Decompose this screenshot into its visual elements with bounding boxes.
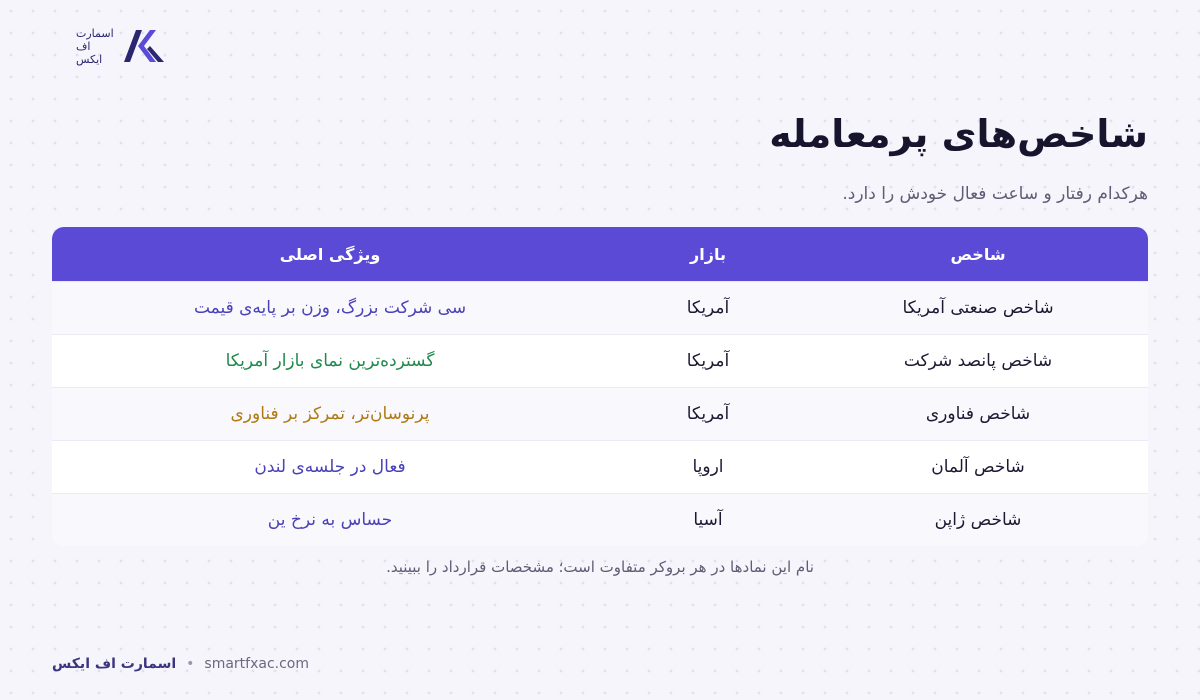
header-market: بازار: [690, 244, 726, 264]
cell-feature: سی شرکت بزرگ، وزن بر پایه‌ی قیمت: [193, 298, 467, 318]
table-row: [52, 281, 1148, 334]
logo-line-1: اسمارت: [76, 26, 114, 40]
footer-separator: •: [186, 656, 195, 672]
footer-domain-link[interactable]: smartfxac.com: [204, 656, 310, 672]
logo-text: [76, 27, 114, 66]
cell-market: اروپا: [692, 457, 724, 477]
cell-feature: پرنوسان‌تر، تمرکز بر فناوری: [230, 404, 430, 424]
cell-index: شاخص صنعتی آمریکا: [902, 298, 1054, 318]
header-feature: ویژگی اصلی: [279, 244, 381, 264]
cell-market: آمریکا: [686, 298, 730, 318]
indices-table: [52, 227, 1148, 546]
cell-index: شاخص ژاپن: [934, 510, 1022, 530]
footnote: نام این نمادها در هر بروکر متفاوت است؛ مشخصات قرارداد را ببینید.: [386, 558, 814, 576]
cell-index: شاخص فناوری: [925, 404, 1031, 424]
page-subtitle: هرکدام رفتار و ساعت فعال خودش را دارد.: [842, 184, 1148, 204]
table-row: [52, 387, 1148, 440]
logo-line-3: ایکس: [76, 52, 103, 66]
cell-market: آمریکا: [686, 351, 730, 371]
page-title: شاخص‌های پرمعامله: [769, 112, 1148, 156]
footer: [52, 656, 309, 672]
cell-market: آسیا: [693, 510, 723, 530]
cell-market: آمریکا: [686, 404, 730, 424]
table-row: [52, 493, 1148, 546]
cell-index: شاخص پانصد شرکت: [903, 351, 1053, 371]
table-row: [52, 334, 1148, 387]
table-row: [52, 440, 1148, 493]
cell-feature: گسترده‌ترین نمای بازار آمریکا: [225, 351, 435, 371]
footer-brand: اسمارت اف ایکس: [52, 656, 177, 672]
header-index: شاخص: [950, 244, 1006, 264]
smartfx-logo-icon: [120, 26, 166, 66]
cell-feature: حساس به نرخ ین: [267, 510, 393, 530]
logo-line-2: اف: [76, 39, 91, 53]
cell-feature: فعال در جلسه‌ی لندن: [254, 457, 406, 477]
logo: [76, 26, 166, 66]
table-header: [52, 227, 1148, 281]
table-body: [52, 281, 1148, 546]
cell-index: شاخص آلمان: [931, 457, 1025, 477]
